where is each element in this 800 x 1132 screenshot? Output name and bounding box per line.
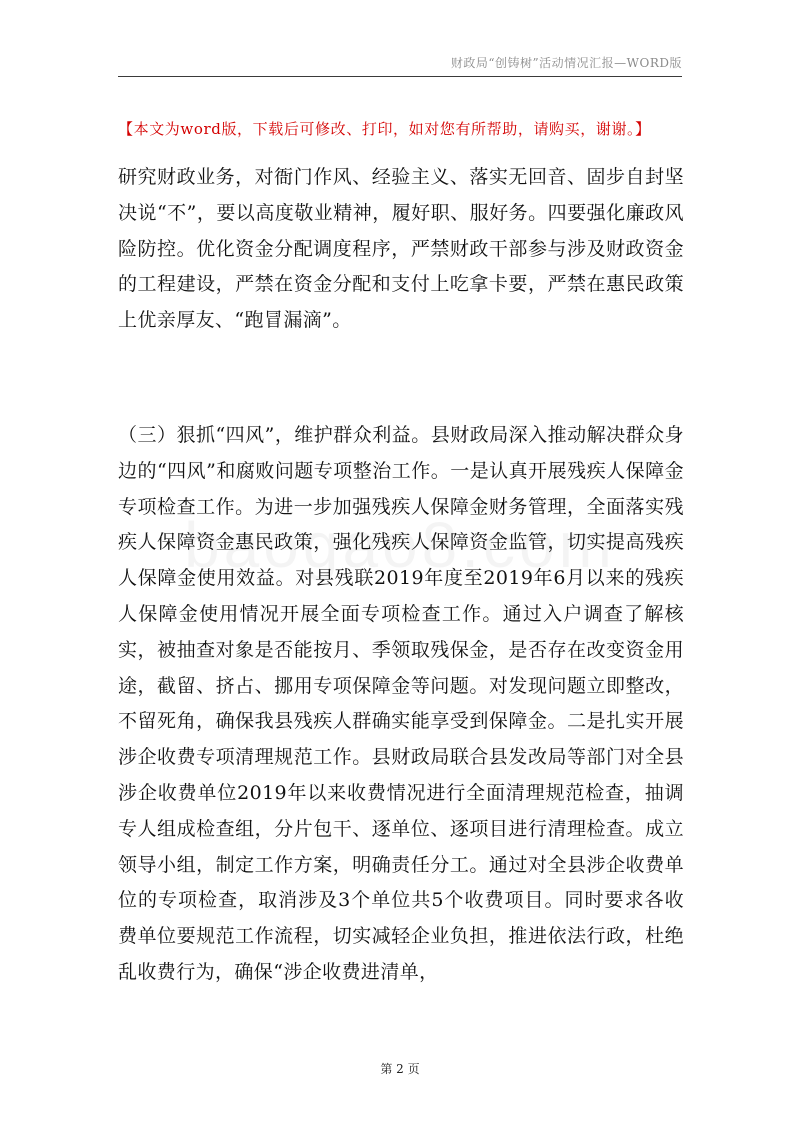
page-number: 第 2 页	[380, 1062, 420, 1076]
header-rule	[118, 76, 682, 77]
page-header: 财政局“创铸树”活动情况汇报—WORD版	[450, 56, 682, 70]
download-notice: 【本文为word版，下载后可修改、打印，如对您有所帮助，请购买，谢谢。】	[118, 120, 651, 138]
paragraph-2: （三）狠抓“四风”，维护群众利益。县财政局深入推动解决群众身边的“四风”和腐败问题专项整治工作。一是认真开展残疾人保障金专项检查工作。为进一步加强残疾人保障金财务管理，全面落实残疾人保障资金惠民政策，强化残疾人保障资金监管，切实提高残疾人保障金使用效益。对县残联2019年度至2019年6月以来的残疾人保障金使用情况开展全面专项检查工作。通过入户调查了解核实，被抽查对象是否能按月、季领取残保金，是否存在改变资金用途，截留、挤占、挪用专项保障金等问题。对发现问题立即整改，不留死角，确保我县残疾人群确实能享受到保障金。二是扎实开展涉企收费专项清理规范工作。县财政局联合县发改局等部门对全县涉企收费单位2019年以来收费情况进行全面清理规范检查，抽调专人组成检查组，分片包干、逐单位、逐项目进行清理检查。成立领导小组，制定工作方案，明确责任分工。通过对全县涉企收费单位的专项检查，取消涉及3个单位共5个收费项目。同时要求各收费单位要规范工作流程，切实减轻企业负担，推进依法行政，杜绝乱收费行为，确保“涉企收费进清单，	[118, 424, 684, 983]
paragraph-1: 研究财政业务，对衙门作风、经验主义、落实无回音、固步自封坚决说“不”，要以高度敬业精神，履好职、服好务。四要强化廉政风险防控。优化资金分配调度程序，严禁财政干部参与涉及财政资金的工程建设，严禁在资金分配和支付上吃拿卡要，严禁在惠民政策上优亲厚友、“跑冒漏滴”。	[118, 166, 684, 332]
